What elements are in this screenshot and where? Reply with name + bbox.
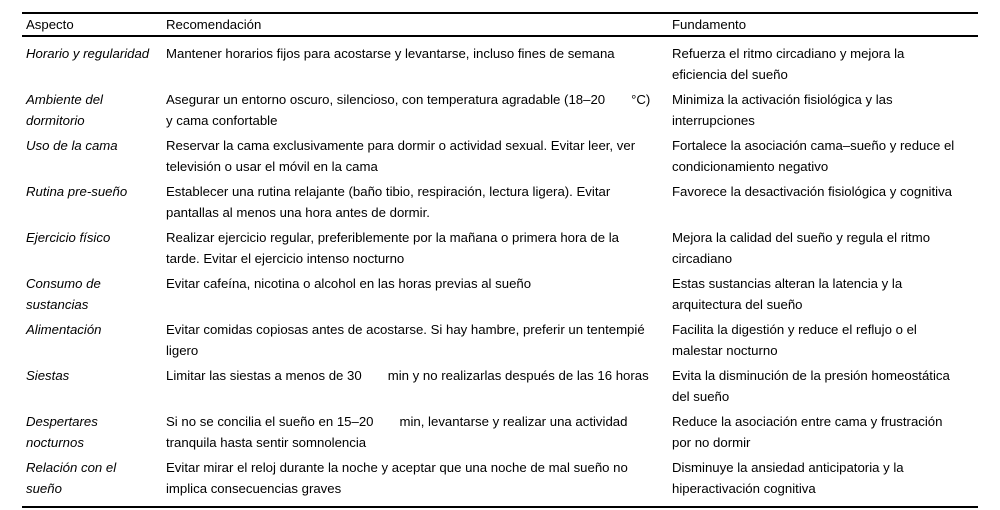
cell-aspecto	[22, 37, 166, 87]
cell-aspecto	[22, 455, 166, 506]
fundamento-text: Minimiza la activación fisiológica y las interrupciones	[672, 92, 893, 128]
recomendacion-text	[166, 87, 672, 133]
recomendacion-text-part-1: Limitar las siestas a menos de 30	[166, 368, 362, 383]
cell-fundamento	[672, 87, 978, 133]
cell-recomendacion	[166, 133, 672, 179]
recomendacion-text: Evitar comidas copiosas antes de acostarse. Si hay hambre, preferir un tentempié ligero	[166, 322, 645, 358]
aspecto-text: Relación con el sueño	[26, 460, 117, 496]
table-row	[22, 455, 978, 506]
cell-fundamento	[672, 37, 978, 87]
table-body	[22, 37, 978, 506]
recomendacion-text: Establecer una rutina relajante (baño tibio, respiración, lectura ligera). Evitar pantallas al menos una hora antes de dormir.	[166, 184, 611, 220]
recomendacion-text-part-1: Si no se concilia el sueño en 15–20	[166, 414, 374, 429]
recomendacion-text: Reservar la cama exclusivamente para dormir o actividad sexual. Evitar leer, ver televisión o usar el móvil en la cama	[166, 138, 636, 174]
cell-aspecto	[22, 271, 166, 317]
sleep-hygiene-table-body	[22, 37, 978, 506]
cell-recomendacion	[166, 179, 672, 225]
aspecto-text: Consumo de sustancias	[26, 276, 101, 312]
column-header-aspecto: Aspecto	[26, 17, 74, 32]
aspecto-text: Horario y regularidad	[26, 46, 150, 61]
cell-recomendacion	[166, 87, 672, 133]
aspecto-text: Siestas	[26, 368, 70, 383]
fundamento-text: Favorece la desactivación fisiológica y cognitiva	[672, 184, 953, 199]
fundamento-text: Disminuye la ansiedad anticipatoria y la hiperactivación cognitiva	[672, 460, 904, 496]
recomendacion-text-part-2: min, levantarse y realizar una actividad tranquila hasta sentir somnolencia	[166, 414, 628, 450]
table-row	[22, 363, 978, 409]
sleep-hygiene-table	[22, 14, 978, 35]
table-header-row	[22, 14, 978, 35]
aspecto-text: Alimentación	[26, 322, 102, 337]
cell-recomendacion	[166, 225, 672, 271]
recomendacion-text	[166, 409, 672, 455]
cell-aspecto	[22, 363, 166, 409]
table-row	[22, 133, 978, 179]
fundamento-text: Fortalece la asociación cama–sueño y reduce el condicionamiento negativo	[672, 138, 955, 174]
aspecto-text: Uso de la cama	[26, 138, 118, 153]
table-row	[22, 225, 978, 271]
cell-recomendacion	[166, 317, 672, 363]
aspecto-text: Rutina pre-sueño	[26, 184, 128, 199]
cell-recomendacion	[166, 409, 672, 455]
cell-fundamento	[672, 225, 978, 271]
cell-aspecto	[22, 317, 166, 363]
table-header	[22, 14, 978, 35]
recomendacion-text-part-2: °C) y cama confortable	[166, 92, 651, 128]
table-row	[22, 37, 978, 87]
recomendacion-text: Realizar ejercicio regular, preferiblemente por la mañana o primera hora de la tarde. Evitar el ejercicio intenso nocturno	[166, 230, 620, 266]
cell-aspecto	[22, 225, 166, 271]
recomendacion-text-part-1: Asegurar un entorno oscuro, silencioso, con temperatura agradable (18–20	[166, 92, 606, 107]
fundamento-text: Estas sustancias alteran la latencia y la arquitectura del sueño	[672, 276, 903, 312]
cell-recomendacion	[166, 455, 672, 506]
cell-recomendacion	[166, 37, 672, 87]
fundamento-text: Mejora la calidad del sueño y regula el ritmo circadiano	[672, 230, 931, 266]
column-header-fundamento: Fundamento	[672, 17, 747, 32]
cell-fundamento	[672, 409, 978, 455]
column-header-recomendacion: Recomendación	[166, 17, 262, 32]
fundamento-text: Reduce la asociación entre cama y frustración por no dormir	[672, 414, 943, 450]
table-row	[22, 317, 978, 363]
cell-fundamento	[672, 133, 978, 179]
aspecto-text: Ejercicio físico	[26, 230, 111, 245]
cell-aspecto	[22, 133, 166, 179]
table-row	[22, 271, 978, 317]
cell-fundamento	[672, 363, 978, 409]
cell-fundamento	[672, 455, 978, 506]
cell-fundamento	[672, 271, 978, 317]
recomendacion-text-part-2: min y no realizarlas después de las 16 horas	[387, 368, 649, 383]
cell-fundamento	[672, 317, 978, 363]
fundamento-text: Evita la disminución de la presión homeostática del sueño	[672, 368, 950, 404]
cell-aspecto	[22, 179, 166, 225]
cell-aspecto	[22, 409, 166, 455]
aspecto-text: Ambiente del dormitorio	[26, 92, 103, 128]
cell-fundamento	[672, 179, 978, 225]
recomendacion-text: Mantener horarios fijos para acostarse y levantarse, incluso fines de semana	[166, 46, 615, 61]
fundamento-text: Facilita la digestión y reduce el reflujo o el malestar nocturno	[672, 322, 917, 358]
table-row	[22, 409, 978, 455]
table-bottom-rule	[22, 506, 978, 508]
table-row	[22, 179, 978, 225]
fundamento-text: Refuerza el ritmo circadiano y mejora la eficiencia del sueño	[672, 46, 905, 82]
cell-recomendacion	[166, 363, 672, 409]
aspecto-text: Despertares nocturnos	[26, 414, 98, 450]
cell-aspecto	[22, 87, 166, 133]
recomendacion-text: Evitar mirar el reloj durante la noche y aceptar que una noche de mal sueño no implica consecuencias graves	[166, 460, 628, 496]
recomendacion-text	[166, 363, 672, 388]
cell-recomendacion	[166, 271, 672, 317]
table-row	[22, 87, 978, 133]
recomendacion-text: Evitar cafeína, nicotina o alcohol en las horas previas al sueño	[166, 276, 532, 291]
sleep-hygiene-table-container	[22, 12, 978, 508]
